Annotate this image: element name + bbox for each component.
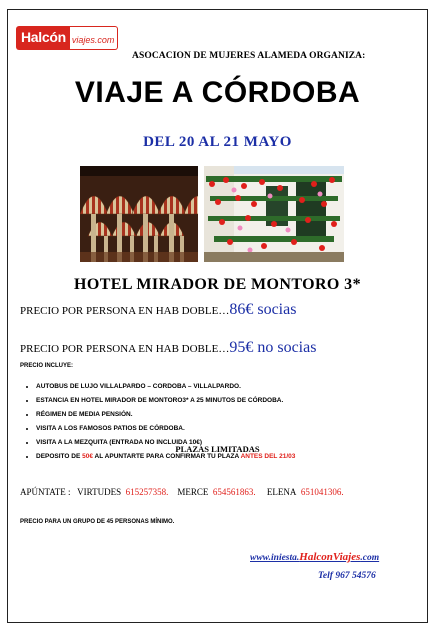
includes-label: PRECIO INCLUYE: xyxy=(20,363,74,369)
contact-name: MERCE xyxy=(177,487,209,497)
contact-label: APÚNTATE : xyxy=(20,487,71,497)
hotel-name: HOTEL MIRADOR DE MONTORO 3* xyxy=(74,276,361,293)
price-no-socias xyxy=(20,339,316,357)
limited-places-notice: PLAZAS LIMITADAS xyxy=(175,444,260,454)
group-minimum-note: PRECIO PARA UN GRUPO DE 45 PERSONAS MÍNIMO. xyxy=(20,519,175,525)
contact-phone: 615257358. xyxy=(125,487,169,497)
contact-line xyxy=(20,487,344,497)
price-amount: 86€ socias xyxy=(229,301,297,318)
price-label: PRECIO POR PERSONA EN HAB DOBLE… xyxy=(20,305,230,317)
price-amount: 95€ no socias xyxy=(229,339,317,356)
halcon-viajes-logo xyxy=(16,26,118,50)
footer-phone: Telf 967 54576 xyxy=(318,571,376,581)
page-title: VIAJE A CÓRDOBA xyxy=(74,76,361,109)
organizer-text: ASOCACION DE MUJERES ALAMEDA ORGANIZA: xyxy=(132,51,366,61)
cordoba-patio-image xyxy=(204,166,344,262)
list-item: • ESTANCIA EN HOTEL MIRADOR DE MONTORO3* A 25 MINUTOS DE CÓRDOBA. xyxy=(36,394,416,408)
mezquita-arches-image xyxy=(80,166,198,262)
contact-name: VIRTUDES xyxy=(77,487,122,497)
list-item: • AUTOBUS DE LUJO VILLALPARDO – CORDOBA – VILLALPARDO. xyxy=(36,380,416,394)
logo-brand: Halcón xyxy=(16,26,70,50)
deposit-item: • DEPOSITO DE 50€ AL APUNTARTE PARA CONFIRMAR TU PLAZA ANTES DEL 21/03 xyxy=(36,450,416,464)
price-label: PRECIO POR PERSONA EN HAB DOBLE… xyxy=(20,343,230,355)
price-socias xyxy=(20,301,296,319)
list-item: • VISITA A LOS FAMOSOS PATIOS DE CÓRDOBA. xyxy=(36,422,416,436)
contact-phone: 654561863. xyxy=(212,487,256,497)
list-item: • RÉGIMEN DE MEDIA PENSIÓN. xyxy=(36,408,416,422)
contact-name: ELENA xyxy=(266,487,297,497)
logo-suffix: viajes.com xyxy=(70,26,119,50)
website-link[interactable]: www.iniesta.HalconViajes.com xyxy=(250,551,380,563)
list-item: • VISITA A LA MEZQUITA (ENTRADA NO INCLUIDA 10€) xyxy=(36,436,416,450)
trip-dates: DEL 20 AL 21 MAYO xyxy=(143,134,292,150)
contact-phone: 651041306. xyxy=(300,487,344,497)
